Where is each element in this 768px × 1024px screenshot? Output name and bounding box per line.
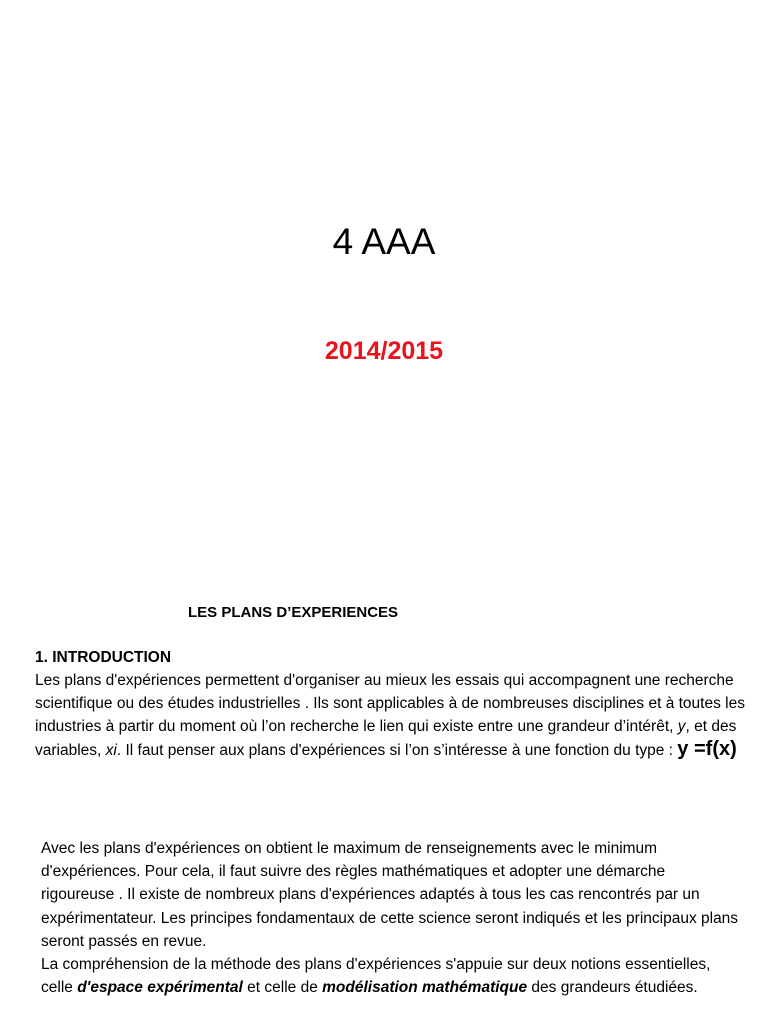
emphasis-modelisation: modélisation mathématique (322, 979, 528, 997)
para2-text-2: et celle de (242, 979, 323, 997)
body-paragraph-2 (41, 953, 741, 999)
page-title: 4 AAA (332, 221, 436, 262)
introduction-section (35, 646, 747, 762)
section-heading: LES PLANS D’EXPERIENCES (188, 604, 399, 621)
introduction-heading: 1. INTRODUCTION (35, 649, 172, 666)
body-paragraph-1: Avec les plans d'expériences on obtient le maximum de renseignements avec le minimum d'expériences. Pour cela, il faut suivre des règles mathématiques et adopter une démarche rigoureuse . Il existe de nombreux plans d'expériences adaptés à tous les cas rencontrés par un expérimentateur. Les principes fondamentaux de cette science seront indiqués et les principaux plans seront passés en revue. (41, 840, 739, 950)
academic-year: 2014/2015 (324, 337, 444, 365)
variable-xi: xi (105, 742, 117, 759)
body-section (41, 837, 741, 999)
variable-y: y (677, 718, 686, 735)
intro-text-1: Les plans d'expériences permettent d'organiser au mieux les essais qui accompagnent une recherche scientifique ou des études industrielles . Ils sont applicables à de nombreuses disciplines et à toutes les industries à partir du moment où l’on recherche le lien qui existe entre une grandeur d’intérêt, (35, 672, 745, 735)
para2-text-3: des grandeurs étudiées. (527, 979, 698, 997)
intro-text-3: . Il faut penser aux plans d'expériences si l’on s’intéresse à une fonction du type : (116, 742, 678, 759)
formula: y =f(x) (677, 738, 737, 760)
emphasis-espace-experimental: d'espace expérimental (77, 979, 243, 997)
para2-text-1: La compréhension de la méthode des plans d'expériences s'appuie sur deux notions essentielles, celle (41, 956, 711, 997)
intro-text-2: , et des variables, (35, 718, 737, 759)
introduction-paragraph (35, 669, 747, 762)
